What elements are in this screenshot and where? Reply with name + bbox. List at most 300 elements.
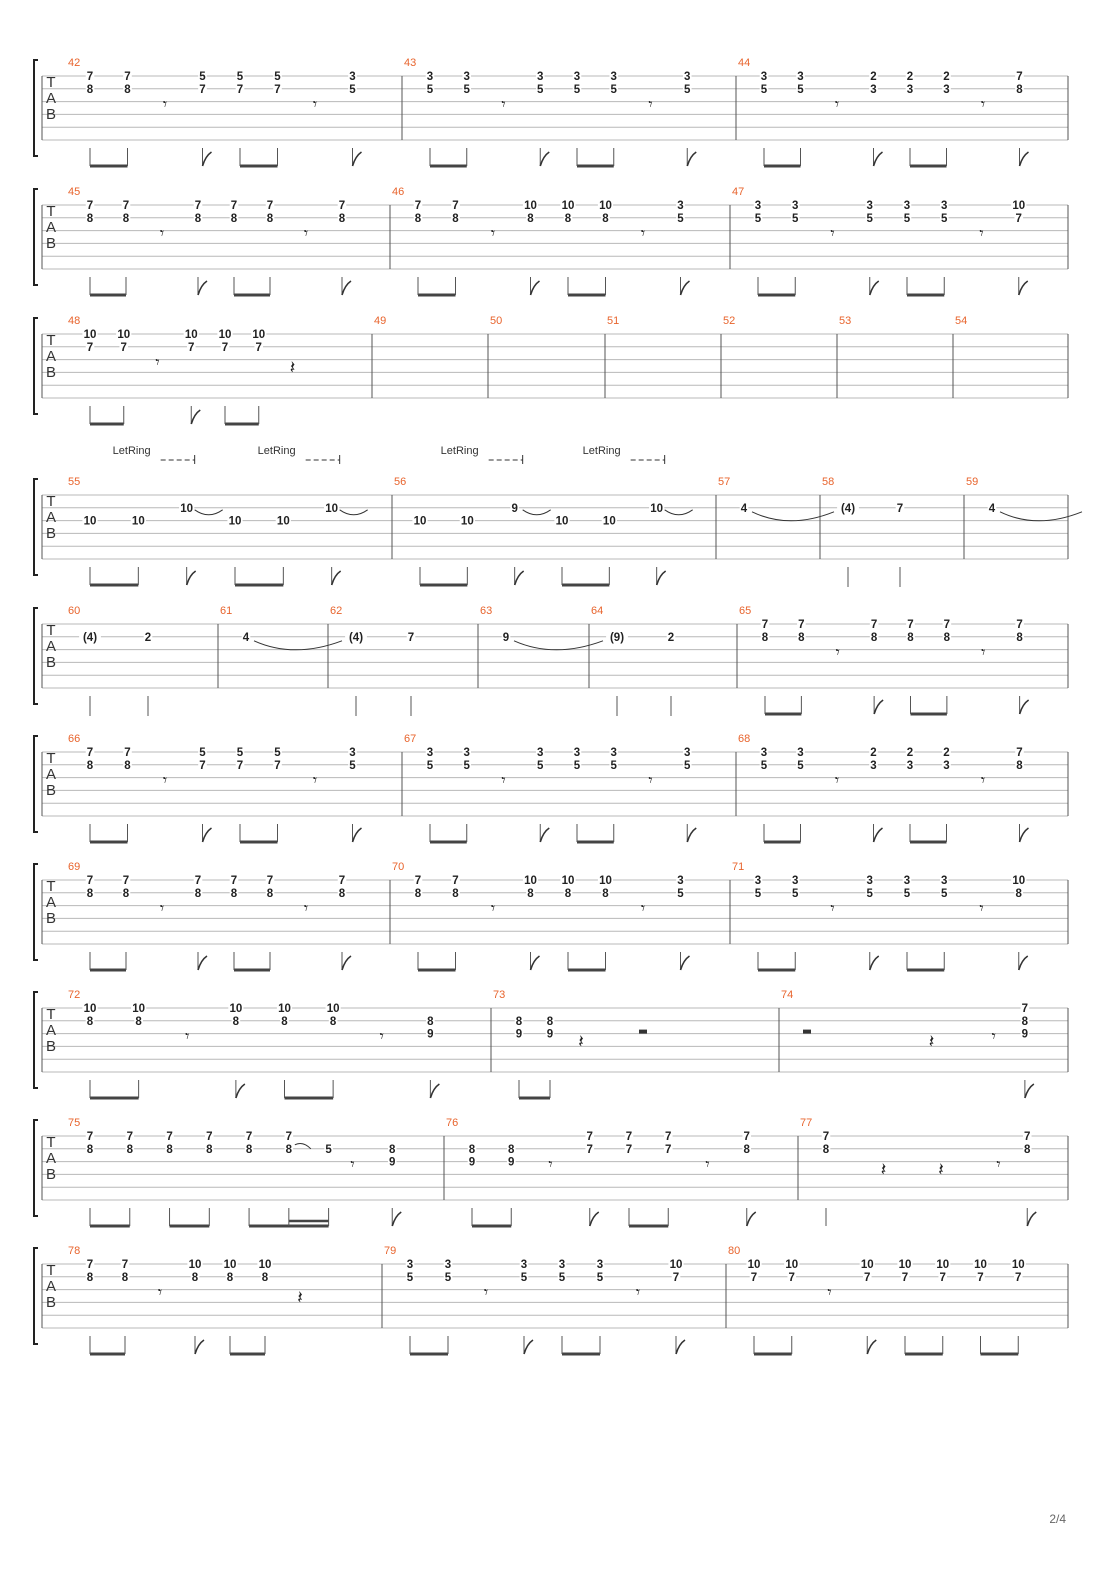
measure-number: 80 <box>728 1245 741 1257</box>
fret-number: 7 <box>194 875 202 887</box>
fret-number: 9 <box>468 1156 476 1169</box>
fret-number: 8 <box>1016 631 1023 644</box>
tie-arc <box>665 510 693 515</box>
fret-number: 8 <box>564 887 572 900</box>
system-brace <box>34 318 38 414</box>
eighth-rest-icon: 𝄾 <box>981 642 986 662</box>
fret-number: 8 <box>281 1015 288 1028</box>
tab-clef-letter: T <box>46 493 56 510</box>
fret-number: 10 <box>223 1259 237 1271</box>
fret-number: 3 <box>349 71 356 83</box>
fret-number: 7 <box>86 875 94 887</box>
measure-number: 79 <box>384 1245 397 1257</box>
fret-number: 8 <box>761 631 769 644</box>
fret-number: 5 <box>684 759 691 772</box>
measure-number: 78 <box>68 1245 81 1257</box>
eighth-rest-icon: 𝄾 <box>490 898 496 918</box>
fret-number: 7 <box>788 1271 795 1284</box>
note-flag <box>1019 281 1028 295</box>
fret-number: 8 <box>122 212 130 225</box>
fret-number: 8 <box>338 212 346 225</box>
fret-number: 8 <box>546 1015 554 1028</box>
fret-number: 5 <box>677 212 684 225</box>
eighth-rest-icon: 𝄾 <box>830 898 835 918</box>
note-flag <box>198 956 207 970</box>
tab-clef-letter: B <box>45 235 57 252</box>
measure-number: 61 <box>220 605 233 617</box>
fret-number: 5 <box>426 759 434 772</box>
fret-number: 10 <box>860 1259 874 1271</box>
fret-number: 10 <box>898 1259 912 1271</box>
measure-number: 45 <box>68 186 81 198</box>
eighth-rest-icon: 𝄾 <box>834 770 840 790</box>
fret-number: 10 <box>131 515 145 528</box>
fret-number: 3 <box>520 1259 528 1271</box>
fret-number: 5 <box>236 747 244 759</box>
measure-number: 48 <box>68 315 81 327</box>
note-flag <box>524 1340 533 1354</box>
fret-number: 7 <box>414 875 422 887</box>
fret-number: 5 <box>199 71 206 83</box>
fret-number: 10 <box>229 1003 243 1015</box>
fret-number: 7 <box>166 1131 173 1143</box>
fret-number: 8 <box>602 212 609 225</box>
fret-number: 8 <box>527 212 534 225</box>
fret-number: 8 <box>743 1143 750 1156</box>
fret-number: 7 <box>126 1131 133 1143</box>
note-flag <box>1020 700 1029 714</box>
fret-number: 7 <box>124 747 131 759</box>
note-flag <box>590 1212 599 1226</box>
fret-number: 7 <box>907 619 914 631</box>
fret-number: 3 <box>866 200 873 212</box>
note-flag <box>657 571 666 585</box>
eighth-rest-icon: 𝄾 <box>501 94 506 114</box>
note-flag <box>874 828 883 842</box>
fret-number: 8 <box>194 887 202 900</box>
fret-number: 5 <box>573 759 581 772</box>
fret-number: 10 <box>188 1259 202 1271</box>
tab-clef-letter: T <box>46 750 56 767</box>
fret-number: 7 <box>1016 71 1023 83</box>
tie-arc <box>340 510 368 515</box>
fret-number: 8 <box>230 212 238 225</box>
tab-clef-letter: B <box>45 525 57 542</box>
fret-number: 5 <box>520 1271 528 1284</box>
fret-number: 7 <box>122 875 130 887</box>
fret-number: 8 <box>508 1143 515 1156</box>
note-flag <box>203 152 212 166</box>
fret-number: 10 <box>258 1259 272 1271</box>
eighth-rest-icon: 𝄾 <box>648 94 653 114</box>
fret-number: 10 <box>1011 1259 1025 1271</box>
measure-number: 75 <box>68 1117 81 1129</box>
fret-number: 5 <box>349 83 356 96</box>
fret-number: 7 <box>625 1131 633 1143</box>
tab-system <box>34 315 1068 424</box>
fret-number: 5 <box>754 212 762 225</box>
quarter-rest-icon: 𝄽 <box>297 1287 303 1309</box>
measure-number: 57 <box>718 476 731 488</box>
measure-number: 55 <box>68 476 81 488</box>
note-flag <box>540 828 549 842</box>
note-flag <box>874 152 883 166</box>
note-flag <box>531 281 540 295</box>
tab-clef-letter: A <box>45 509 57 526</box>
fret-number: 8 <box>121 1271 129 1284</box>
fret-number: 10 <box>669 1259 683 1271</box>
fret-number: 7 <box>266 875 274 887</box>
measure-number: 60 <box>68 605 81 617</box>
fret-number: 7 <box>338 200 346 212</box>
fret-number: 5 <box>325 1143 332 1156</box>
fret-number: 8 <box>329 1015 337 1028</box>
note-flag <box>392 1212 401 1226</box>
fret-number: 10 <box>974 1259 987 1271</box>
eighth-rest-icon: 𝄾 <box>991 1026 996 1046</box>
fret-number: 5 <box>760 83 768 96</box>
tab-clef-letter: T <box>46 622 56 639</box>
fret-number: 7 <box>1021 1003 1029 1015</box>
fret-number: 4 <box>740 502 748 515</box>
fret-number: 3 <box>754 200 762 212</box>
tab-system <box>34 861 1068 970</box>
fret-number: 10 <box>184 329 198 341</box>
fret-number: 3 <box>941 875 948 887</box>
fret-number: 8 <box>1015 887 1022 900</box>
system-brace <box>34 992 38 1088</box>
measure-number: 62 <box>330 605 343 617</box>
quarter-rest-icon: 𝄽 <box>928 1031 935 1053</box>
fret-number: 7 <box>86 747 94 759</box>
fret-number: 5 <box>941 887 948 900</box>
fret-number: 2 <box>667 631 675 644</box>
measure-number: 72 <box>68 989 81 1001</box>
note-flag <box>342 281 351 295</box>
fret-number: 5 <box>199 747 206 759</box>
tab-clef-letter: T <box>46 74 56 91</box>
fret-number: 3 <box>760 71 768 83</box>
fret-number: 10 <box>117 329 131 341</box>
tab-clef-letter: T <box>46 878 56 895</box>
eighth-rest-icon: 𝄾 <box>548 1154 553 1174</box>
fret-number: 3 <box>573 71 581 83</box>
note-flag <box>687 828 696 842</box>
fret-number: 7 <box>245 1131 253 1143</box>
tab-clef-letter: B <box>45 782 57 799</box>
fret-number: 3 <box>426 747 434 759</box>
fret-number: 8 <box>1016 83 1023 96</box>
eighth-rest-icon: 𝄾 <box>159 898 165 918</box>
measure-number: 49 <box>374 315 387 327</box>
eighth-rest-icon: 𝄾 <box>155 352 160 372</box>
measure-number: 52 <box>723 315 736 327</box>
fret-number: 5 <box>866 887 873 900</box>
eighth-rest-icon: 𝄾 <box>640 898 646 918</box>
fret-number: 8 <box>602 887 609 900</box>
measure-number: 67 <box>404 733 417 745</box>
fret-number: 3 <box>943 759 950 772</box>
measure-number: 42 <box>68 57 81 69</box>
fret-number: 8 <box>230 887 238 900</box>
fret-number: 3 <box>906 759 914 772</box>
fret-number: 10 <box>276 515 290 528</box>
fret-number: 8 <box>194 212 202 225</box>
fret-number: 7 <box>86 71 94 83</box>
measure-number: 51 <box>607 315 620 327</box>
tie-arc <box>514 641 603 650</box>
fret-number: 7 <box>864 1271 871 1284</box>
fret-number: 10 <box>413 515 427 528</box>
eighth-rest-icon: 𝄾 <box>827 1282 832 1302</box>
fret-number: 3 <box>866 875 873 887</box>
quarter-rest-icon: 𝄽 <box>880 1159 887 1181</box>
system-brace <box>34 864 38 960</box>
slide-arc <box>295 1143 311 1148</box>
fret-number: 3 <box>444 1259 452 1271</box>
fret-number: 10 <box>325 502 339 515</box>
fret-number: 7 <box>230 875 238 887</box>
fret-number: 3 <box>573 747 581 759</box>
fret-number: 8 <box>261 1271 269 1284</box>
note-flag <box>342 956 351 970</box>
fret-number: 10 <box>599 200 612 212</box>
measure-number: 44 <box>738 57 751 69</box>
fret-number: 2 <box>943 747 950 759</box>
eighth-rest-icon: 𝄾 <box>830 223 835 243</box>
fret-number: 5 <box>274 747 281 759</box>
eighth-rest-icon: 𝄾 <box>185 1026 190 1046</box>
note-flag <box>870 956 879 970</box>
fret-number: 5 <box>610 759 617 772</box>
fret-number: 7 <box>255 341 262 354</box>
eighth-rest-icon: 𝄾 <box>980 94 986 114</box>
note-flag <box>187 571 196 585</box>
fret-number: 7 <box>1024 1131 1031 1143</box>
fret-number: 5 <box>866 212 873 225</box>
tie-arc <box>195 510 223 515</box>
tab-clef-letter: A <box>45 894 57 911</box>
eighth-rest-icon: 𝄾 <box>159 223 165 243</box>
measure-number: 68 <box>738 733 751 745</box>
fret-number: 8 <box>822 1143 830 1156</box>
fret-number: 5 <box>754 887 762 900</box>
fret-number: 8 <box>338 887 346 900</box>
note-flag <box>867 1340 876 1354</box>
note-flag <box>1025 1084 1034 1098</box>
tab-clef-letter: B <box>45 106 57 123</box>
eighth-rest-icon: 𝄾 <box>157 1282 163 1302</box>
note-flag <box>195 1340 204 1354</box>
tab-clef-letter: B <box>45 1038 57 1055</box>
eighth-rest-icon: 𝄾 <box>303 223 309 243</box>
measure-number: 59 <box>966 476 979 488</box>
fret-number: 10 <box>602 515 616 528</box>
fret-number: 7 <box>122 200 130 212</box>
note-flag <box>870 281 879 295</box>
measure-number: 54 <box>955 315 968 327</box>
fret-number: 5 <box>573 83 581 96</box>
fret-number: 8 <box>124 83 131 96</box>
system-brace <box>34 608 38 704</box>
eighth-rest-icon: 𝄾 <box>979 898 984 918</box>
fret-number: 10 <box>650 502 664 515</box>
fret-number: 5 <box>792 887 799 900</box>
fret-number: 10 <box>599 875 612 887</box>
fret-number: 5 <box>463 83 470 96</box>
note-flag <box>1020 152 1029 166</box>
fret-number: 3 <box>463 71 470 83</box>
fret-number: 3 <box>684 71 691 83</box>
fret-number: 3 <box>903 200 911 212</box>
eighth-rest-icon: 𝄾 <box>162 770 168 790</box>
fret-number: 3 <box>677 875 684 887</box>
fret-number: 3 <box>754 875 762 887</box>
fret-number: 7 <box>206 1131 213 1143</box>
fret-number: 9 <box>508 1156 515 1169</box>
note-flag <box>676 1340 685 1354</box>
note-flag <box>515 571 524 585</box>
half-rest-icon <box>803 1030 811 1034</box>
measure-number: 65 <box>739 605 752 617</box>
fret-number: 10 <box>326 1003 340 1015</box>
fret-number: 7 <box>743 1131 750 1143</box>
fret-number: 5 <box>274 71 281 83</box>
fret-number: 5 <box>792 212 799 225</box>
fret-number: 10 <box>83 1003 97 1015</box>
fret-number: 8 <box>1016 759 1023 772</box>
fret-number: 5 <box>903 212 911 225</box>
fret-number: 7 <box>120 341 127 354</box>
note-flag <box>203 828 212 842</box>
note-flag <box>681 956 690 970</box>
fret-number: 7 <box>338 875 346 887</box>
system-brace <box>34 479 38 575</box>
measure-number: 73 <box>493 989 506 1001</box>
fret-number: 7 <box>672 1271 680 1284</box>
measure-number: 58 <box>822 476 835 488</box>
measure-number: 76 <box>446 1117 459 1129</box>
fret-number: 7 <box>1015 1271 1022 1284</box>
fret-number: 10 <box>785 1259 799 1271</box>
fret-number: 7 <box>236 759 244 772</box>
note-flag <box>681 281 690 295</box>
tab-clef-letter: A <box>45 766 57 783</box>
fret-number: 7 <box>586 1143 593 1156</box>
let-ring-label: LetRing <box>582 445 621 457</box>
fret-number: 2 <box>943 71 950 83</box>
fret-number: 5 <box>677 887 684 900</box>
fret-number: 2 <box>906 747 914 759</box>
fret-number: 7 <box>230 200 238 212</box>
fret-number: (9) <box>609 631 625 644</box>
fret-number: 8 <box>266 212 274 225</box>
measure-number: 47 <box>732 186 745 198</box>
measure-number: 56 <box>394 476 407 488</box>
fret-number: 10 <box>524 875 537 887</box>
eighth-rest-icon: 𝄾 <box>501 770 506 790</box>
fret-number: 10 <box>460 515 474 528</box>
fret-number: 3 <box>792 200 799 212</box>
fret-number: 7 <box>750 1271 758 1284</box>
fret-number: 8 <box>907 631 914 644</box>
eighth-rest-icon: 𝄾 <box>162 94 168 114</box>
measure-number: 53 <box>839 315 852 327</box>
fret-number: 7 <box>124 71 131 83</box>
fret-number: 8 <box>798 631 805 644</box>
measure-number: 69 <box>68 861 81 873</box>
measure-number: 77 <box>800 1117 813 1129</box>
fret-number: 9 <box>1021 1028 1029 1041</box>
fret-number: 3 <box>760 747 768 759</box>
fret-number: 7 <box>86 341 94 354</box>
half-rest-icon <box>639 1030 647 1034</box>
fret-number: 7 <box>1016 747 1023 759</box>
fret-number: 5 <box>760 759 768 772</box>
fret-number: 7 <box>1016 619 1023 631</box>
fret-number: 10 <box>1012 200 1026 212</box>
fret-number: (4) <box>82 631 98 644</box>
fret-number: 9 <box>502 631 510 644</box>
fret-number: 8 <box>564 212 572 225</box>
tab-clef-letter: B <box>45 654 57 671</box>
fret-number: 5 <box>349 759 356 772</box>
fret-number: 7 <box>586 1131 593 1143</box>
tab-system <box>34 186 1068 295</box>
fret-number: 8 <box>86 1015 94 1028</box>
fret-number: 8 <box>266 887 274 900</box>
quarter-rest-icon: 𝄽 <box>938 1159 944 1181</box>
fret-number: 10 <box>252 329 266 341</box>
fret-number: 3 <box>684 747 691 759</box>
fret-number: 7 <box>266 200 274 212</box>
note-flag <box>236 1084 245 1098</box>
eighth-rest-icon: 𝄾 <box>705 1154 710 1174</box>
fret-number: 9 <box>515 1028 523 1041</box>
fret-number: 10 <box>561 200 575 212</box>
fret-number: 3 <box>797 747 804 759</box>
fret-number: 3 <box>406 1259 414 1271</box>
fret-number: 8 <box>1024 1143 1031 1156</box>
fret-number: 8 <box>870 631 878 644</box>
fret-number: 8 <box>226 1271 234 1284</box>
fret-number: 7 <box>86 200 94 212</box>
fret-number: 8 <box>232 1015 240 1028</box>
eighth-rest-icon: 𝄾 <box>312 770 318 790</box>
fret-number: 4 <box>988 502 996 515</box>
fret-number: 3 <box>903 875 911 887</box>
fret-number: 7 <box>199 759 206 772</box>
eighth-rest-icon: 𝄾 <box>979 223 984 243</box>
note-flag <box>332 571 341 585</box>
system-brace <box>34 736 38 832</box>
fret-number: 7 <box>452 875 459 887</box>
fret-number: 3 <box>943 83 950 96</box>
fret-number: 10 <box>524 200 537 212</box>
fret-number: 8 <box>86 1143 94 1156</box>
fret-number: 5 <box>684 83 691 96</box>
fret-number: 7 <box>86 1259 94 1271</box>
fret-number: 3 <box>941 200 948 212</box>
tab-system <box>34 733 1068 842</box>
tab-clef-letter: T <box>46 1134 56 1151</box>
note-flag <box>687 152 696 166</box>
fret-number: 8 <box>427 1015 434 1028</box>
fret-number: 7 <box>274 83 281 96</box>
fret-number: 7 <box>896 502 904 515</box>
quarter-rest-icon: 𝄽 <box>289 357 296 379</box>
fret-number: 7 <box>665 1143 672 1156</box>
